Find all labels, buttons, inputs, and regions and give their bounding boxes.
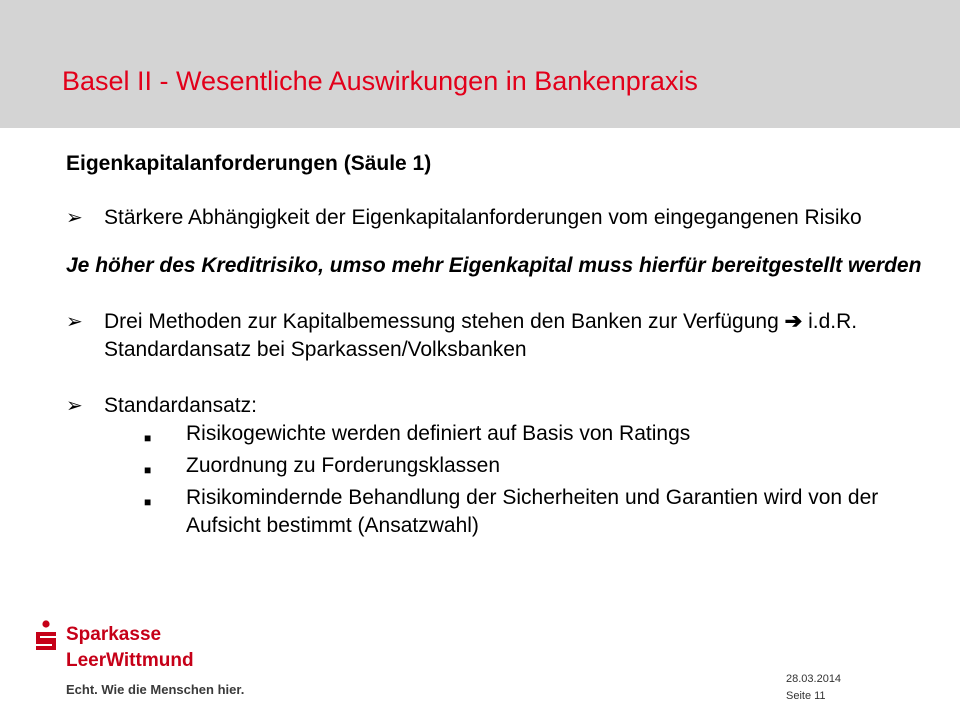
bullet-item [66, 308, 946, 364]
sub-item [144, 420, 946, 452]
brand-location: LeerWittmund [66, 650, 194, 671]
bullet-text-part: i.d.R. Standardansatz bei Sparkassen/Volksbanken [104, 310, 858, 361]
square-bullet-icon: ■ [144, 431, 152, 445]
bullet-text: Stärkere Abhängigkeit der Eigenkapitalanforderungen vom eingegangenen Risiko [104, 206, 862, 229]
arrow-bullet-icon: ➢ [66, 395, 83, 417]
sub-item-text: Risikomindernde Behandlung der Sicherheiten und Garantien wird von der Aufsicht bestimmt (Ansatzwahl) [186, 486, 879, 537]
sparkasse-s-icon [34, 620, 58, 650]
header-band [0, 0, 960, 128]
sub-item-text: Risikogewichte werden definiert auf Basis von Ratings [186, 422, 691, 445]
square-bullet-icon: ■ [144, 463, 152, 477]
slide-content [66, 150, 946, 540]
arrow-bullet-icon: ➢ [66, 207, 83, 229]
emphasis-text: Je höher des Kreditrisiko, umso mehr Eigenkapital muss hierfür bereitgestellt werden [66, 254, 922, 277]
square-bullet-icon: ■ [144, 495, 152, 509]
sub-list [144, 420, 946, 540]
bullet-item [66, 392, 946, 420]
brand-name: Sparkasse [66, 624, 162, 645]
sub-item-text: Zuordnung zu Forderungsklassen [186, 454, 501, 477]
brand-slogan: Echt. Wie die Menschen hier. [66, 682, 245, 697]
slide-date: 28.03.2014 [786, 673, 842, 685]
bullet-text [104, 308, 946, 364]
bullet-item [66, 204, 946, 232]
bullet-text-part: Drei Methoden zur Kapitalbemessung stehen den Banken zur Verfügung [104, 310, 779, 333]
section-heading: Eigenkapitalanforderungen (Säule 1) [66, 152, 432, 175]
arrow-bullet-icon: ➢ [66, 311, 83, 333]
slide-title: Basel II - Wesentliche Auswirkungen in Bankenpraxis [62, 66, 698, 96]
bullet-text: Standardansatz: [104, 394, 257, 417]
sub-item [144, 452, 946, 484]
page-number: Seite 11 [786, 690, 826, 702]
right-arrow-icon: ➔ [784, 310, 803, 333]
sub-item [144, 484, 946, 540]
